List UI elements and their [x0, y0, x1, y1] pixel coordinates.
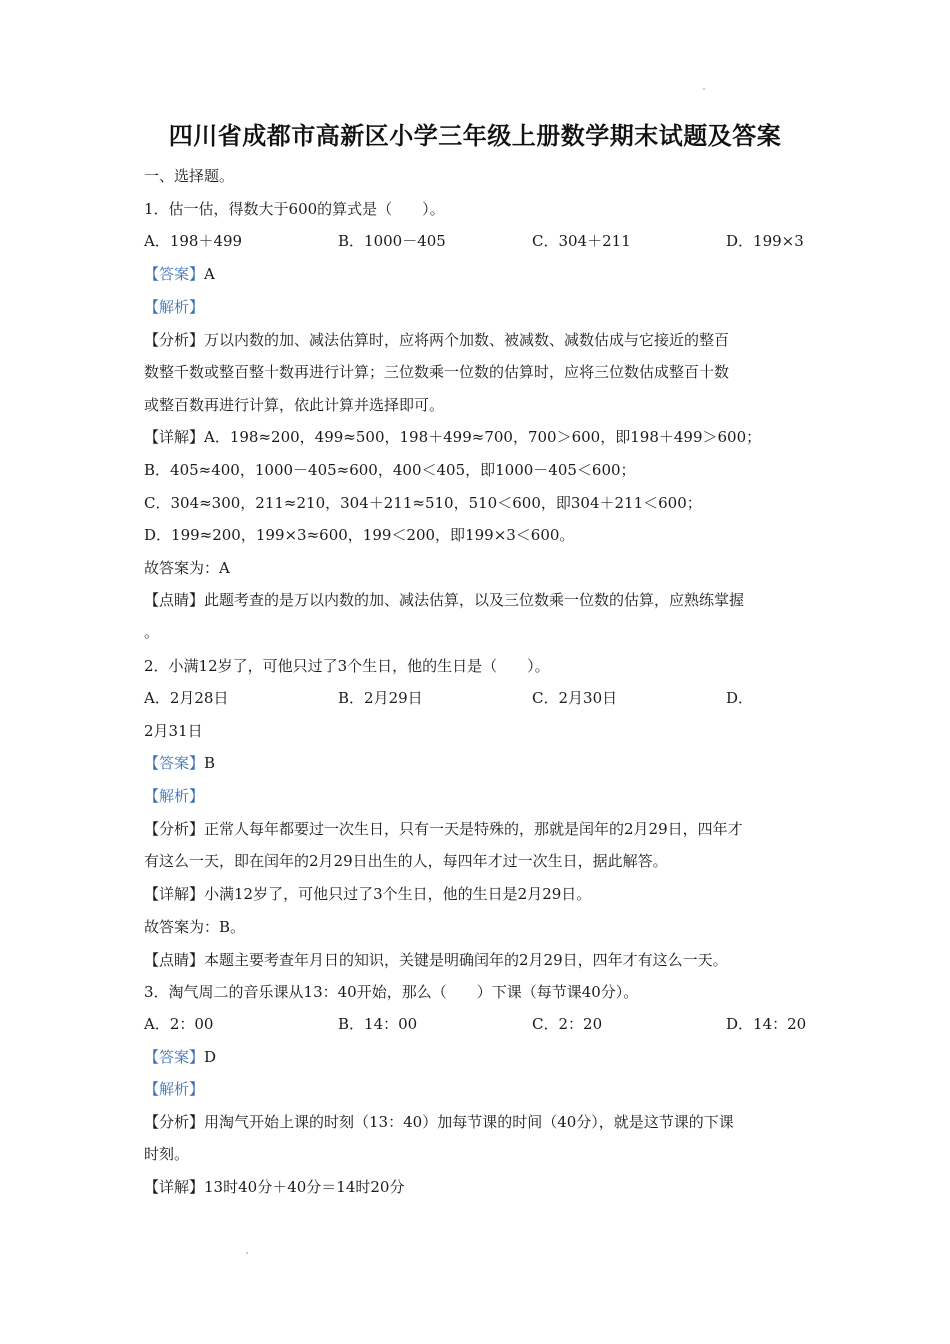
q1-xiangjie-text-1: A．198≈200，499≈500，198＋499≈700，700＞600，即198＋499＞600； [204, 428, 762, 446]
answer-label: 【答案】 [144, 1048, 205, 1066]
q1-fenxi-line-1 [144, 330, 729, 350]
xiangjie-label: 【详解】 [144, 1178, 205, 1196]
xiangjie-label: 【详解】 [144, 428, 205, 446]
decorative-dot [246, 1252, 248, 1254]
q3-fenxi-line-1 [144, 1112, 734, 1132]
section-heading: 一、选择题。 [144, 167, 235, 185]
q1-analysis-label: 【解析】 [144, 298, 205, 316]
q3-analysis-label: 【解析】 [144, 1080, 205, 1098]
answer-label: 【答案】 [144, 265, 205, 283]
q3-option-d: D．14：20 [726, 1015, 807, 1033]
q3-xiangjie-text: 13时40分＋40分＝14时20分 [204, 1178, 405, 1196]
q1-xiangjie-line-3: C．304≈300，211≈210，304＋211≈510，510＜600，即304＋211＜600； [144, 494, 702, 512]
q3-fenxi-text-1: 用淘气开始上课的时刻（13：40）加每节课的时间（40分），就是这节课的下课 [204, 1113, 734, 1131]
q3-option-b: B．14：00 [338, 1015, 418, 1033]
q1-xiangjie-line-2: B．405≈400，1000－405≈600，400＜405，即1000－405＜600； [144, 461, 636, 479]
answer-label: 【答案】 [144, 754, 205, 772]
q1-option-d: D．199×3 [726, 232, 804, 250]
fenxi-label: 【分析】 [144, 820, 205, 838]
q2-stem: 2．小满12岁了，可他只过了3个生日，他的生日是（ ）。 [144, 657, 550, 675]
q2-analysis-label: 【解析】 [144, 787, 205, 805]
q1-fenxi-text-1: 万以内数的加、减法估算时，应将两个加数、被减数、减数估成与它接近的整百 [204, 331, 730, 349]
q2-option-c: C．2月30日 [532, 689, 618, 707]
q2-conclusion: 故答案为：B。 [144, 918, 246, 936]
q2-fenxi-line-1 [144, 819, 743, 839]
q2-option-d-wrap: 2月31日 [144, 722, 203, 740]
q1-dianjing-line-1 [144, 590, 744, 610]
dianjing-label: 【点睛】 [144, 591, 205, 609]
q1-answer-value: A [204, 265, 215, 283]
q1-option-a: A．198＋499 [144, 232, 243, 250]
q3-answer-value: D [204, 1048, 217, 1066]
q3-fenxi-line-2: 时刻。 [144, 1145, 190, 1163]
q3-answer [144, 1047, 216, 1067]
page-title: 四川省成都市高新区小学三年级上册数学期末试题及答案 [168, 122, 782, 150]
q2-dianjing-text: 本题主要考查年月日的知识，关键是明确闰年的2月29日，四年才有这么一天。 [204, 951, 728, 969]
q1-answer [144, 264, 215, 284]
q2-answer-value: B [204, 754, 216, 772]
q1-dianjing-line-2: 。 [144, 623, 160, 641]
xiangjie-label: 【详解】 [144, 885, 205, 903]
q2-xiangjie-text: 小满12岁了，可他只过了3个生日，他的生日是2月29日。 [204, 885, 592, 903]
q2-answer [144, 753, 215, 773]
dianjing-label: 【点睛】 [144, 951, 205, 969]
q2-xiangjie [144, 884, 591, 904]
q3-xiangjie [144, 1177, 404, 1197]
q1-fenxi-line-3: 或整百数再进行计算，依此计算并选择即可。 [144, 396, 445, 414]
fenxi-label: 【分析】 [144, 1113, 205, 1131]
q3-stem: 3．淘气周二的音乐课从13：40开始，那么（ ）下课（每节课40分）。 [144, 983, 639, 1001]
q1-fenxi-line-2: 数整千数或整百整十数再进行计算；三位数乘一位数的估算时，应将三位数估成整百十数 [144, 363, 730, 381]
q1-option-c: C．304＋211 [532, 232, 631, 250]
q2-option-a: A．2月28日 [144, 689, 229, 707]
q1-xiangjie-line-4: D．199≈200，199×3≈600，199＜200，即199×3＜600。 [144, 526, 575, 544]
q2-option-b: B．2月29日 [338, 689, 423, 707]
q2-fenxi-text-1: 正常人每年都要过一次生日，只有一天是特殊的，那就是闰年的2月29日，四年才 [204, 820, 743, 838]
q1-xiangjie-line-1 [144, 427, 761, 447]
q3-option-a: A．2：00 [144, 1015, 214, 1033]
q3-option-c: C．2：20 [532, 1015, 603, 1033]
fenxi-label: 【分析】 [144, 331, 205, 349]
q1-option-b: B．1000－405 [338, 232, 446, 250]
decorative-dot [703, 88, 705, 90]
q2-fenxi-line-2: 有这么一天，即在闰年的2月29日出生的人，每四年才过一次生日，据此解答。 [144, 852, 668, 870]
q2-dianjing [144, 950, 728, 970]
q1-conclusion: 故答案为：A [144, 559, 230, 577]
q2-option-d: D． [726, 689, 754, 707]
q1-stem: 1．估一估，得数大于600的算式是（ ）。 [144, 200, 445, 218]
q1-dianjing-text-1: 此题考查的是万以内数的加、减法估算，以及三位数乘一位数的估算，应熟练掌握 [204, 591, 745, 609]
